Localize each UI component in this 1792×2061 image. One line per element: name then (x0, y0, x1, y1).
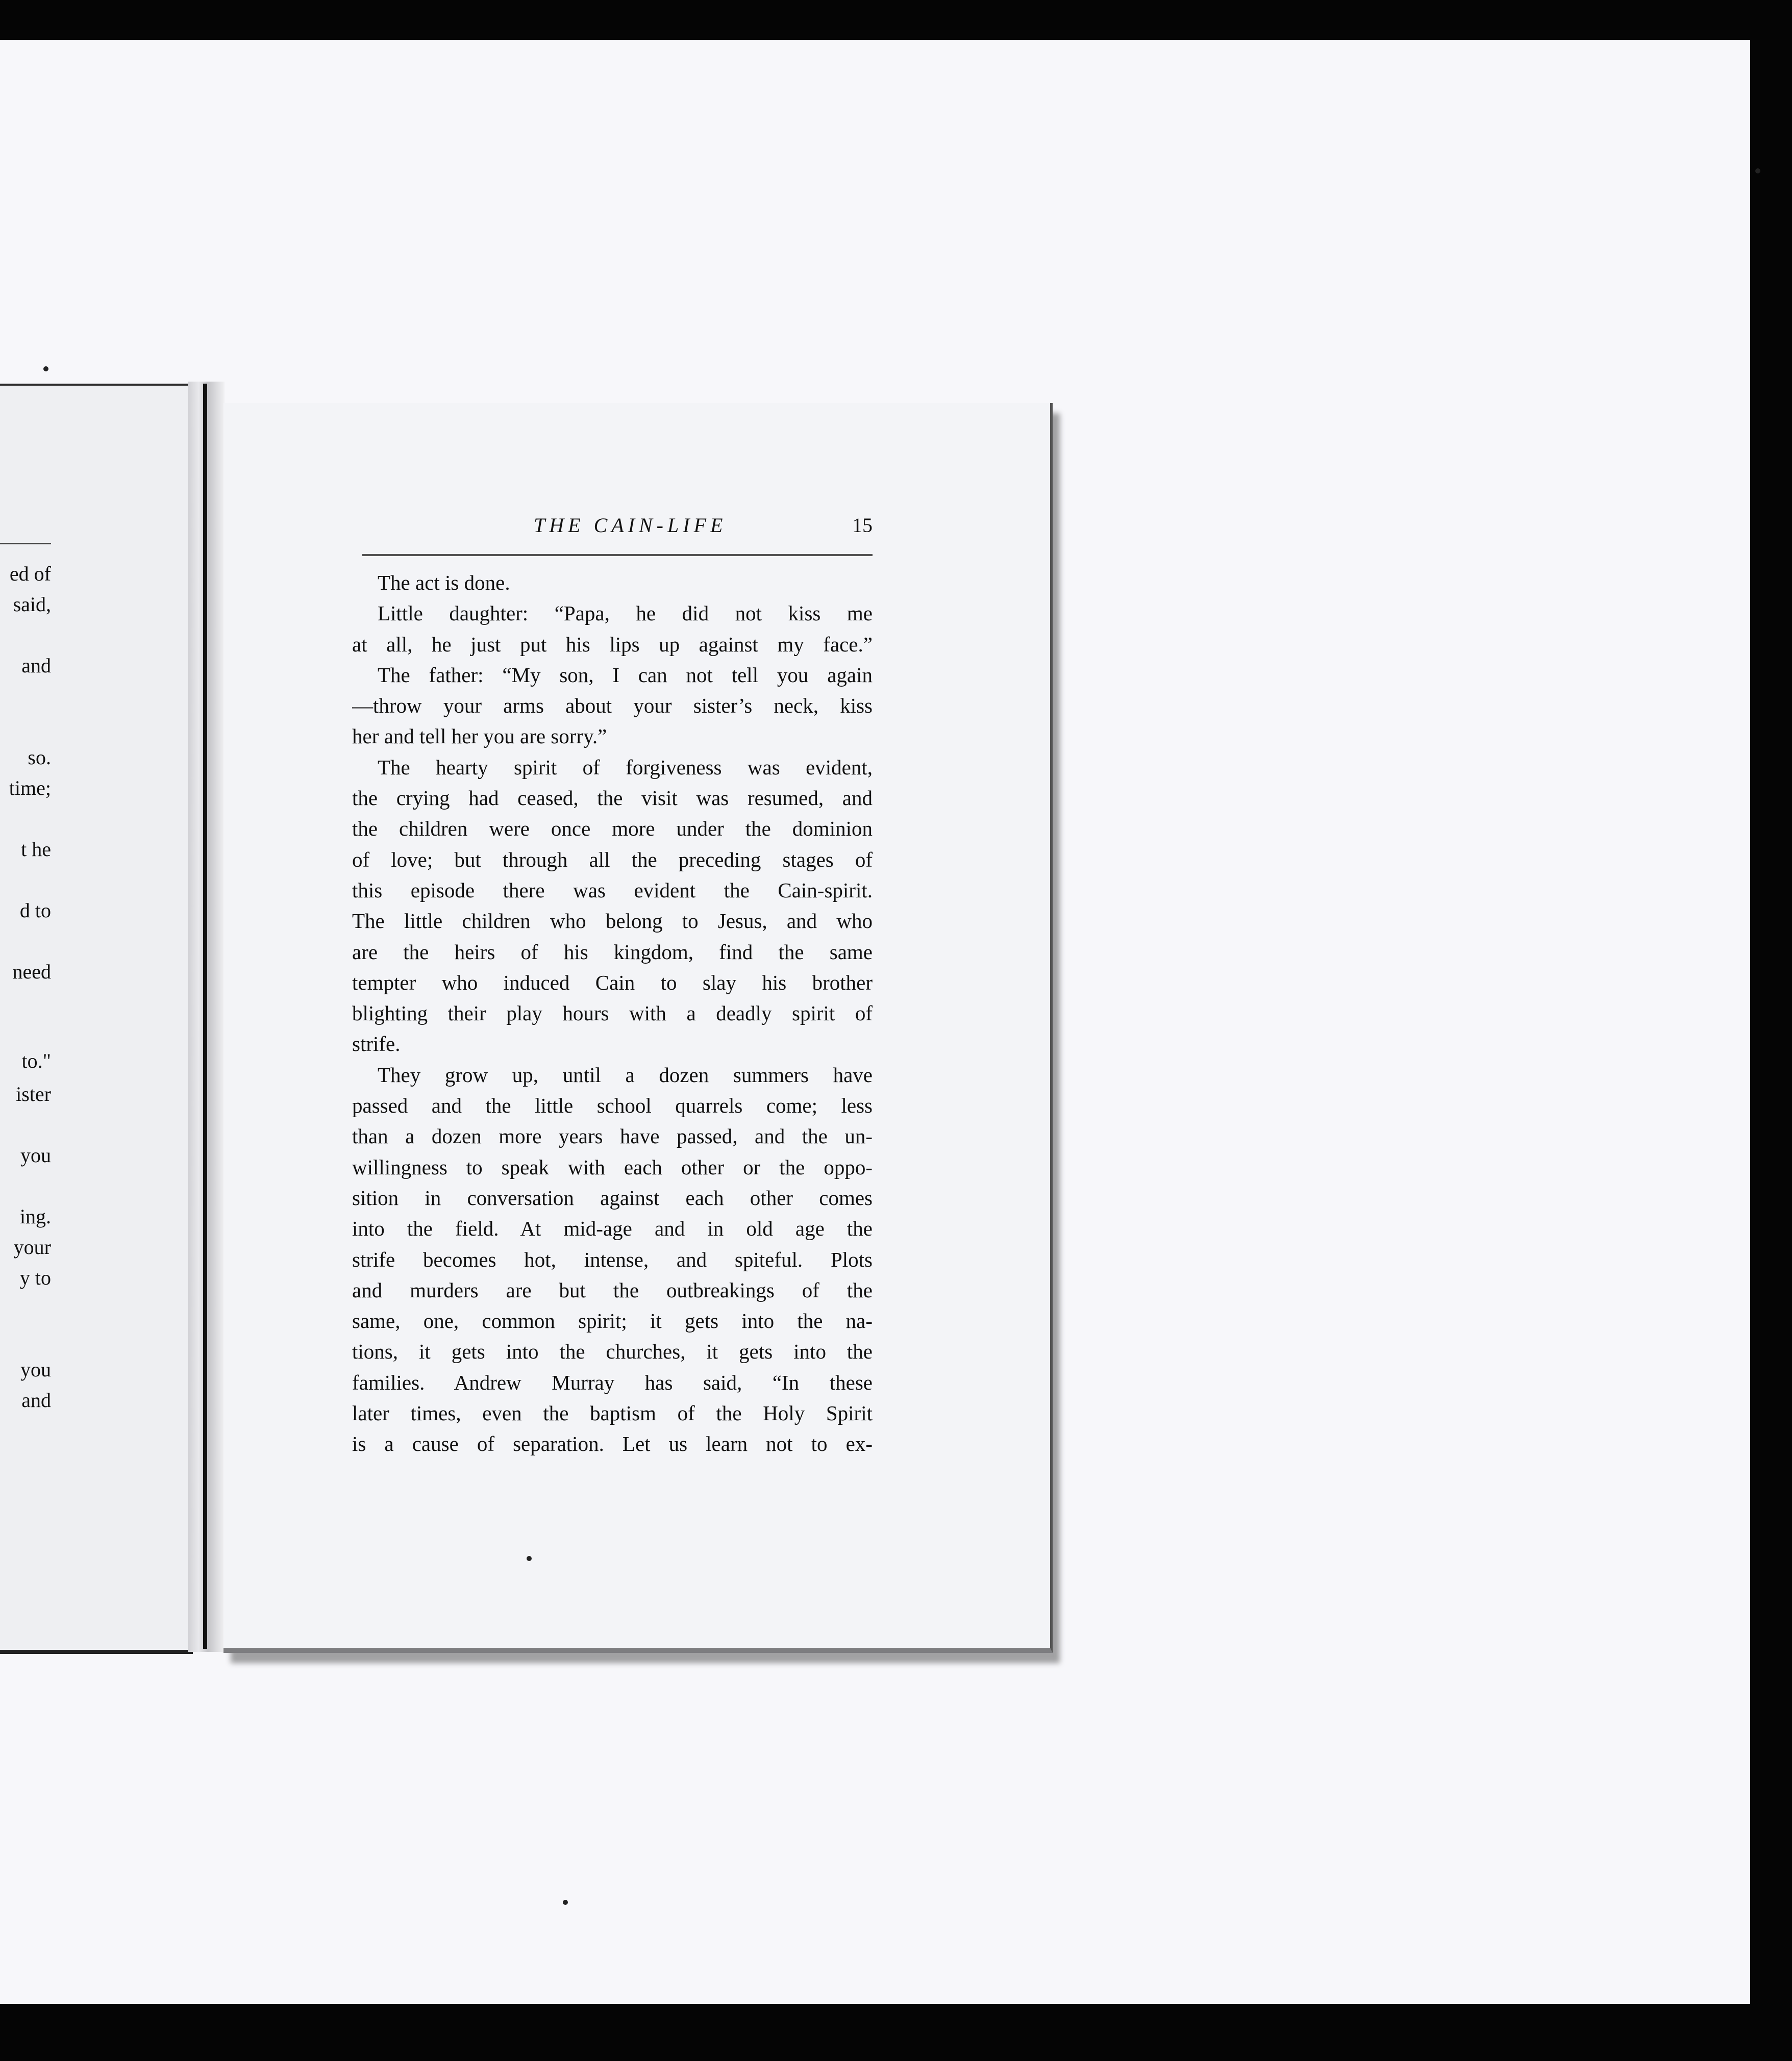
text-line: families. Andrew Murray has said, “In these (352, 1370, 873, 1394)
left-page (0, 384, 193, 1654)
left-page-line-fragment: ister (16, 1083, 51, 1105)
left-page-line-fragment: and (21, 1389, 51, 1412)
text-line: tions, it gets into the churches, it gets into the (352, 1340, 873, 1364)
text-line: —throw your arms about your sister’s neck, kiss (352, 694, 873, 718)
text-line: of love; but through all the preceding stages of (352, 847, 873, 871)
left-page-line-fragment: need (12, 960, 51, 983)
left-page-line-fragment: t he (21, 838, 51, 861)
text-line: is a cause of separation. Let us learn not to ex- (352, 1432, 873, 1456)
text-line: than a dozen more years have passed, and the un- (352, 1124, 873, 1148)
left-page-line-fragment: so. (28, 746, 51, 769)
text-line: The hearty spirit of forgiveness was evident, (378, 755, 873, 779)
text-line: They grow up, until a dozen summers have (378, 1063, 873, 1087)
text-line: passed and the little school quarrels come; less (352, 1094, 873, 1118)
page-body-text (352, 567, 873, 1460)
text-line: blighting their play hours with a deadly spirit of (352, 1001, 873, 1025)
text-line: the children were once more under the dominion (352, 817, 873, 841)
left-page-line-fragment: said, (13, 593, 51, 616)
text-line: this episode there was evident the Cain-spirit. (352, 878, 873, 902)
text-line: her and tell her you are sorry.” (352, 724, 607, 748)
left-page-line-fragment: and (21, 654, 51, 677)
text-line: same, one, common spirit; it gets into the na- (352, 1309, 873, 1333)
text-line: at all, he just put his lips up against my face.” (352, 632, 873, 656)
left-page-line-fragment: ed of (9, 562, 51, 585)
scan-speck (1755, 168, 1760, 173)
scan-border-bottom (0, 2004, 1792, 2061)
text-line: strife. (352, 1032, 401, 1056)
text-line: later times, even the baptism of the Holy Spirit (352, 1401, 873, 1425)
text-line: tempter who induced Cain to slay his brother (352, 970, 873, 994)
text-line: Little daughter: “Papa, he did not kiss me (378, 601, 873, 625)
text-line: strife becomes hot, intense, and spiteful. Plots (352, 1247, 873, 1271)
left-page-line-fragment: your (13, 1236, 51, 1259)
text-line: into the field. At mid-age and in old age the (352, 1217, 873, 1241)
text-line: sition in conversation against each other comes (352, 1186, 873, 1210)
left-page-line-fragment: to." (21, 1049, 51, 1072)
left-page-line-fragment: you (20, 1144, 51, 1167)
page-header (362, 510, 873, 546)
text-line: are the heirs of his kingdom, find the same (352, 940, 873, 964)
text-line: willingness to speak with each other or the oppo- (352, 1155, 873, 1179)
text-line: the crying had ceased, the visit was resumed, and (352, 786, 873, 810)
text-line: The father: “My son, I can not tell you again (378, 663, 873, 687)
left-page-line-fragment: you (20, 1358, 51, 1381)
left-page-line-fragment: y to (19, 1266, 51, 1289)
scan-border-top (0, 0, 1792, 40)
running-head: THE CAIN-LIFE (534, 514, 727, 537)
scan-speck (43, 366, 48, 371)
scan-border-right (1750, 0, 1792, 2061)
scan-speck (563, 1900, 568, 1905)
left-page-line-fragment: time; (9, 776, 51, 799)
left-page-header-rule (0, 543, 51, 544)
left-page-line-fragment: d to (19, 899, 51, 922)
text-line: The act is done. (378, 571, 510, 594)
scan-speck (527, 1556, 532, 1561)
binding-stitch-line (203, 384, 207, 1649)
page-number: 15 (852, 514, 873, 537)
header-rule (362, 554, 873, 556)
left-page-line-fragment: ing. (19, 1205, 51, 1228)
text-line: The little children who belong to Jesus, and who (352, 909, 873, 933)
text-line: and murders are but the outbreakings of the (352, 1278, 873, 1302)
